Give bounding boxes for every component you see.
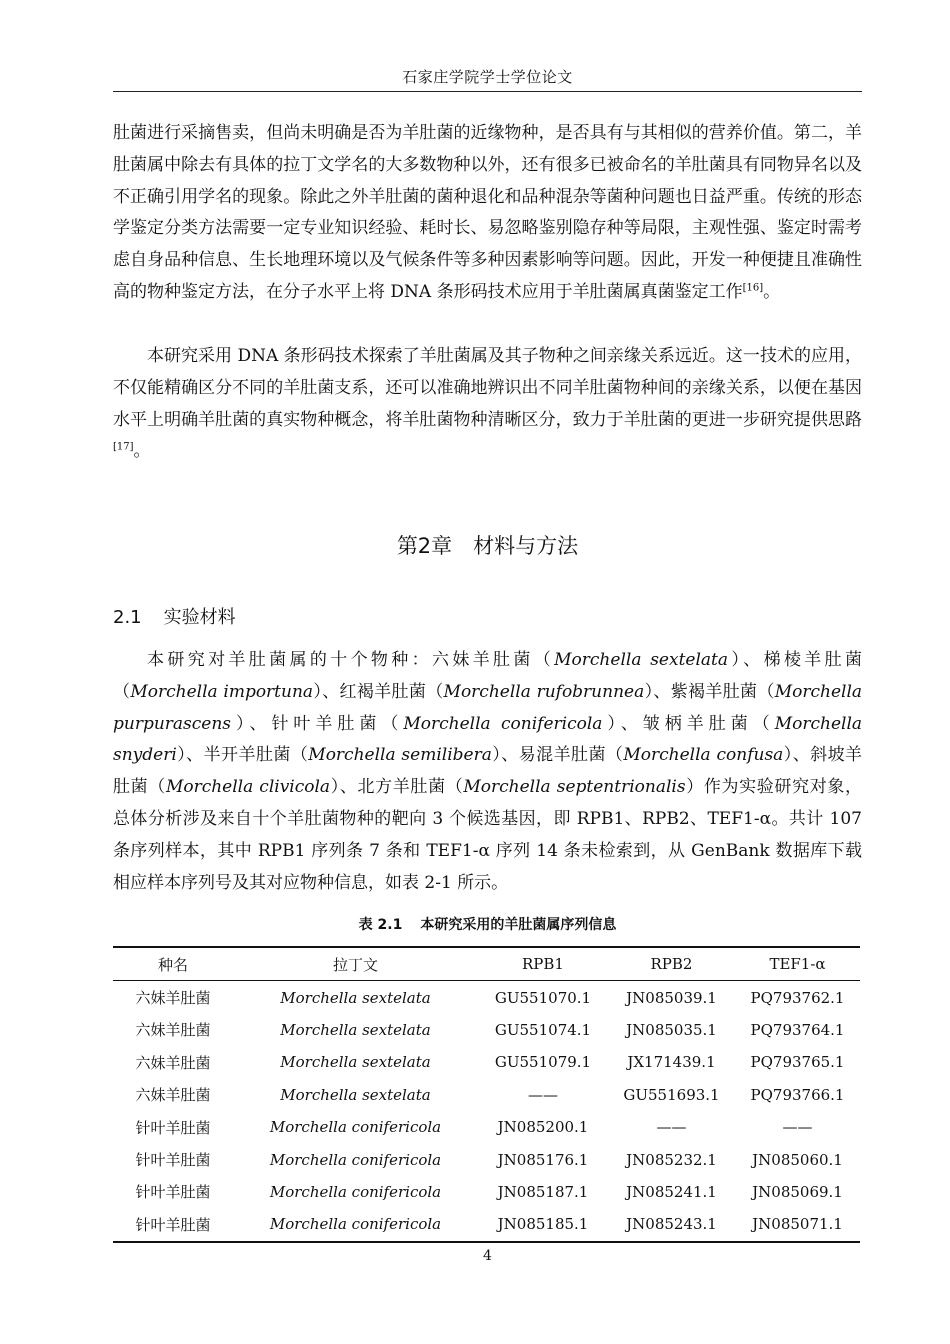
table-caption: [113, 914, 862, 934]
cell-latin: Morchella conifericola: [269, 1182, 442, 1201]
table-row: [113, 1111, 860, 1143]
latin-name-10: Morchella septentrionalis: [463, 777, 686, 798]
cell-tef1: ——: [782, 1118, 813, 1137]
cell-latin: Morchella sextelata: [280, 1085, 431, 1104]
header-rule: [113, 91, 862, 92]
table-row: [113, 981, 860, 1014]
latin-name-7: Morchella semilibera: [308, 745, 492, 766]
cell-tef1: PQ793765.1: [750, 1053, 845, 1072]
cell-species: 针叶羊肚菌: [135, 1118, 211, 1137]
paragraph-2-text: 本研究采用 DNA 条形码技术探索了羊肚菌属及其子物种之间亲缘关系远近。这一技术的应用，不仅能精确区分不同的羊肚菌支系，还可以准确地辨识出不同羊肚菌物种间的亲缘关系，以便在基因水平上明确羊肚菌的真实物种概念，将羊肚菌物种清晰区分，致力于羊肚菌的更进一步研究提供思路: [113, 346, 862, 430]
cell-species: 针叶羊肚菌: [135, 1215, 211, 1234]
cell-species: 针叶羊肚菌: [135, 1183, 211, 1202]
sequence-table: [113, 946, 860, 1243]
p3-text-11: ）作为实验研究对象，总体分析涉及来自十个羊肚菌物种的靶向 3 个候选基因，即 RPB1、RPB2、TEF1-α。共计 107 条序列样本，其中 RPB1 序列条 7 条和 TEF1-α 序列 14 条未检索到，从 GenBank 数据库下载相应样本序列号及其对应物种信息，如表 2-1 所示。: [113, 777, 863, 893]
header-rpb1: RPB1: [522, 955, 564, 974]
header-latin: 拉丁文: [332, 955, 378, 974]
cell-rpb1: GU551074.1: [494, 1020, 592, 1039]
latin-name-1: Morchella sextelata: [554, 650, 729, 670]
cell-rpb1: GU551070.1: [494, 988, 592, 1007]
latin-name-4: Morchella purpurascens: [113, 681, 863, 734]
cell-rpb1: JN085176.1: [497, 1150, 589, 1169]
p3-text-7: ）、半开羊肚菌（: [176, 745, 309, 766]
cell-species: 六妹羊肚菌: [135, 1086, 211, 1105]
cell-latin: Morchella sextelata: [280, 1053, 431, 1072]
latin-name-2: Morchella importuna: [130, 681, 314, 702]
p3-text-8: ）、易混羊肚菌（: [491, 745, 624, 766]
cell-rpb1: JN085200.1: [497, 1118, 589, 1137]
table-row: [113, 1143, 860, 1175]
section-number: 2.1: [113, 607, 142, 628]
latin-name-5: Morchella conifericola: [403, 713, 603, 734]
p3-text-1: 本研究对羊肚菌属的十个物种：六妹羊肚菌（: [147, 650, 555, 670]
cell-rpb1: JN085187.1: [497, 1182, 589, 1201]
cell-species: 六妹羊肚菌: [135, 989, 211, 1008]
latin-name-9: Morchella clivicola: [165, 777, 331, 798]
latin-name-3: Morchella rufobrunnea: [443, 681, 645, 702]
cell-rpb2: JN085241.1: [626, 1182, 717, 1201]
paragraph-3: [113, 645, 862, 899]
cell-rpb2: JN085035.1: [626, 1020, 717, 1039]
page-number: 4: [483, 1248, 492, 1264]
citation-16: [16]: [742, 282, 764, 294]
cell-rpb1: JN085185.1: [497, 1215, 589, 1234]
table-caption-text: 本研究采用的羊肚菌属序列信息: [420, 917, 617, 933]
paragraph-1: [113, 118, 862, 309]
header-species: 种名: [157, 955, 188, 974]
header-tef1: TEF1-α: [769, 955, 826, 974]
p3-text-4: ）、紫褐羊肚菌（: [644, 681, 775, 702]
cell-latin: Morchella conifericola: [269, 1150, 442, 1169]
table-header-row: [113, 947, 860, 981]
cell-species: 六妹羊肚菌: [135, 1021, 211, 1040]
p3-text-10: ）、北方羊肚菌（: [330, 777, 464, 798]
p3-text-3: ）、红褐羊肚菌（: [313, 681, 444, 702]
cell-rpb2: JN085232.1: [626, 1150, 717, 1169]
cell-latin: Morchella conifericola: [269, 1215, 442, 1234]
table-row: [113, 1079, 860, 1111]
cell-rpb2: JX171439.1: [627, 1053, 716, 1072]
p3-text-9: ）、斜坡羊肚菌（: [113, 745, 863, 798]
table-row: [113, 1014, 860, 1046]
paragraph-2-end: 。: [133, 441, 151, 462]
paragraph-2: [113, 341, 862, 468]
table-row: [113, 1208, 860, 1241]
latin-name-8: Morchella confusa: [623, 745, 784, 766]
cell-latin: Morchella conifericola: [269, 1118, 442, 1137]
p3-text-5: ）、针叶羊肚菌（: [231, 713, 404, 734]
cell-tef1: PQ793762.1: [750, 988, 845, 1007]
header-rpb2: RPB2: [650, 955, 693, 974]
chapter-title: 第2章 材料与方法: [396, 534, 579, 558]
latin-name-6: Morchella snyderi: [113, 713, 863, 766]
p3-text-2: ）、梯棱羊肚菌（: [113, 650, 863, 702]
paragraph-1-text: 肚菌进行采摘售卖，但尚未明确是否为羊肚菌的近缘物种，是否具有与其相似的营养价值。第二，羊肚菌属中除去有具体的拉丁文学名的大多数物种以外，还有很多已被命名的羊肚菌具有同物异名以及不正确引用学名的现象。除此之外羊肚菌的菌种退化和品种混杂等菌种问题也日益严重。传统的形态学鉴定分类方法需要一定专业知识经验、耗时长、易忽略鉴别隐存种等局限，主观性强、鉴定时需考虑自身品种信息、生长地理环境以及气候条件等多种因素影响等问题。因此，开发一种便捷且准确性高的物种鉴定方法，在分子水平上将 DNA 条形码技术应用于羊肚菌属真菌鉴定工作: [113, 123, 862, 302]
cell-tef1: PQ793764.1: [750, 1020, 845, 1039]
paragraph-1-end: 。: [763, 281, 781, 302]
table-caption-number: 表 2.1: [358, 917, 403, 933]
table-row: [113, 1046, 860, 1078]
table-row: [113, 1176, 860, 1208]
cell-rpb1: GU551079.1: [494, 1053, 592, 1072]
cell-tef1: JN085060.1: [752, 1150, 843, 1169]
cell-latin: Morchella sextelata: [280, 988, 431, 1007]
citation-17: [17]: [113, 441, 134, 453]
p3-text-6: ）、皱柄羊肚菌（: [602, 713, 775, 734]
page-header: 石家庄学院学士学位论文: [402, 68, 573, 86]
cell-rpb2: JN085039.1: [626, 988, 717, 1007]
cell-tef1: PQ793766.1: [750, 1085, 845, 1104]
cell-species: 六妹羊肚菌: [135, 1053, 211, 1072]
cell-rpb2: GU551693.1: [623, 1085, 720, 1104]
cell-species: 针叶羊肚菌: [135, 1151, 211, 1170]
cell-tef1: JN085069.1: [752, 1182, 843, 1201]
cell-rpb2: ——: [656, 1118, 687, 1137]
section-title: [113, 603, 236, 629]
section-heading: 实验材料: [163, 607, 236, 628]
cell-rpb2: JN085243.1: [626, 1215, 717, 1234]
cell-tef1: JN085071.1: [752, 1215, 843, 1234]
cell-rpb1: ——: [528, 1085, 558, 1104]
cell-latin: Morchella sextelata: [280, 1020, 431, 1039]
